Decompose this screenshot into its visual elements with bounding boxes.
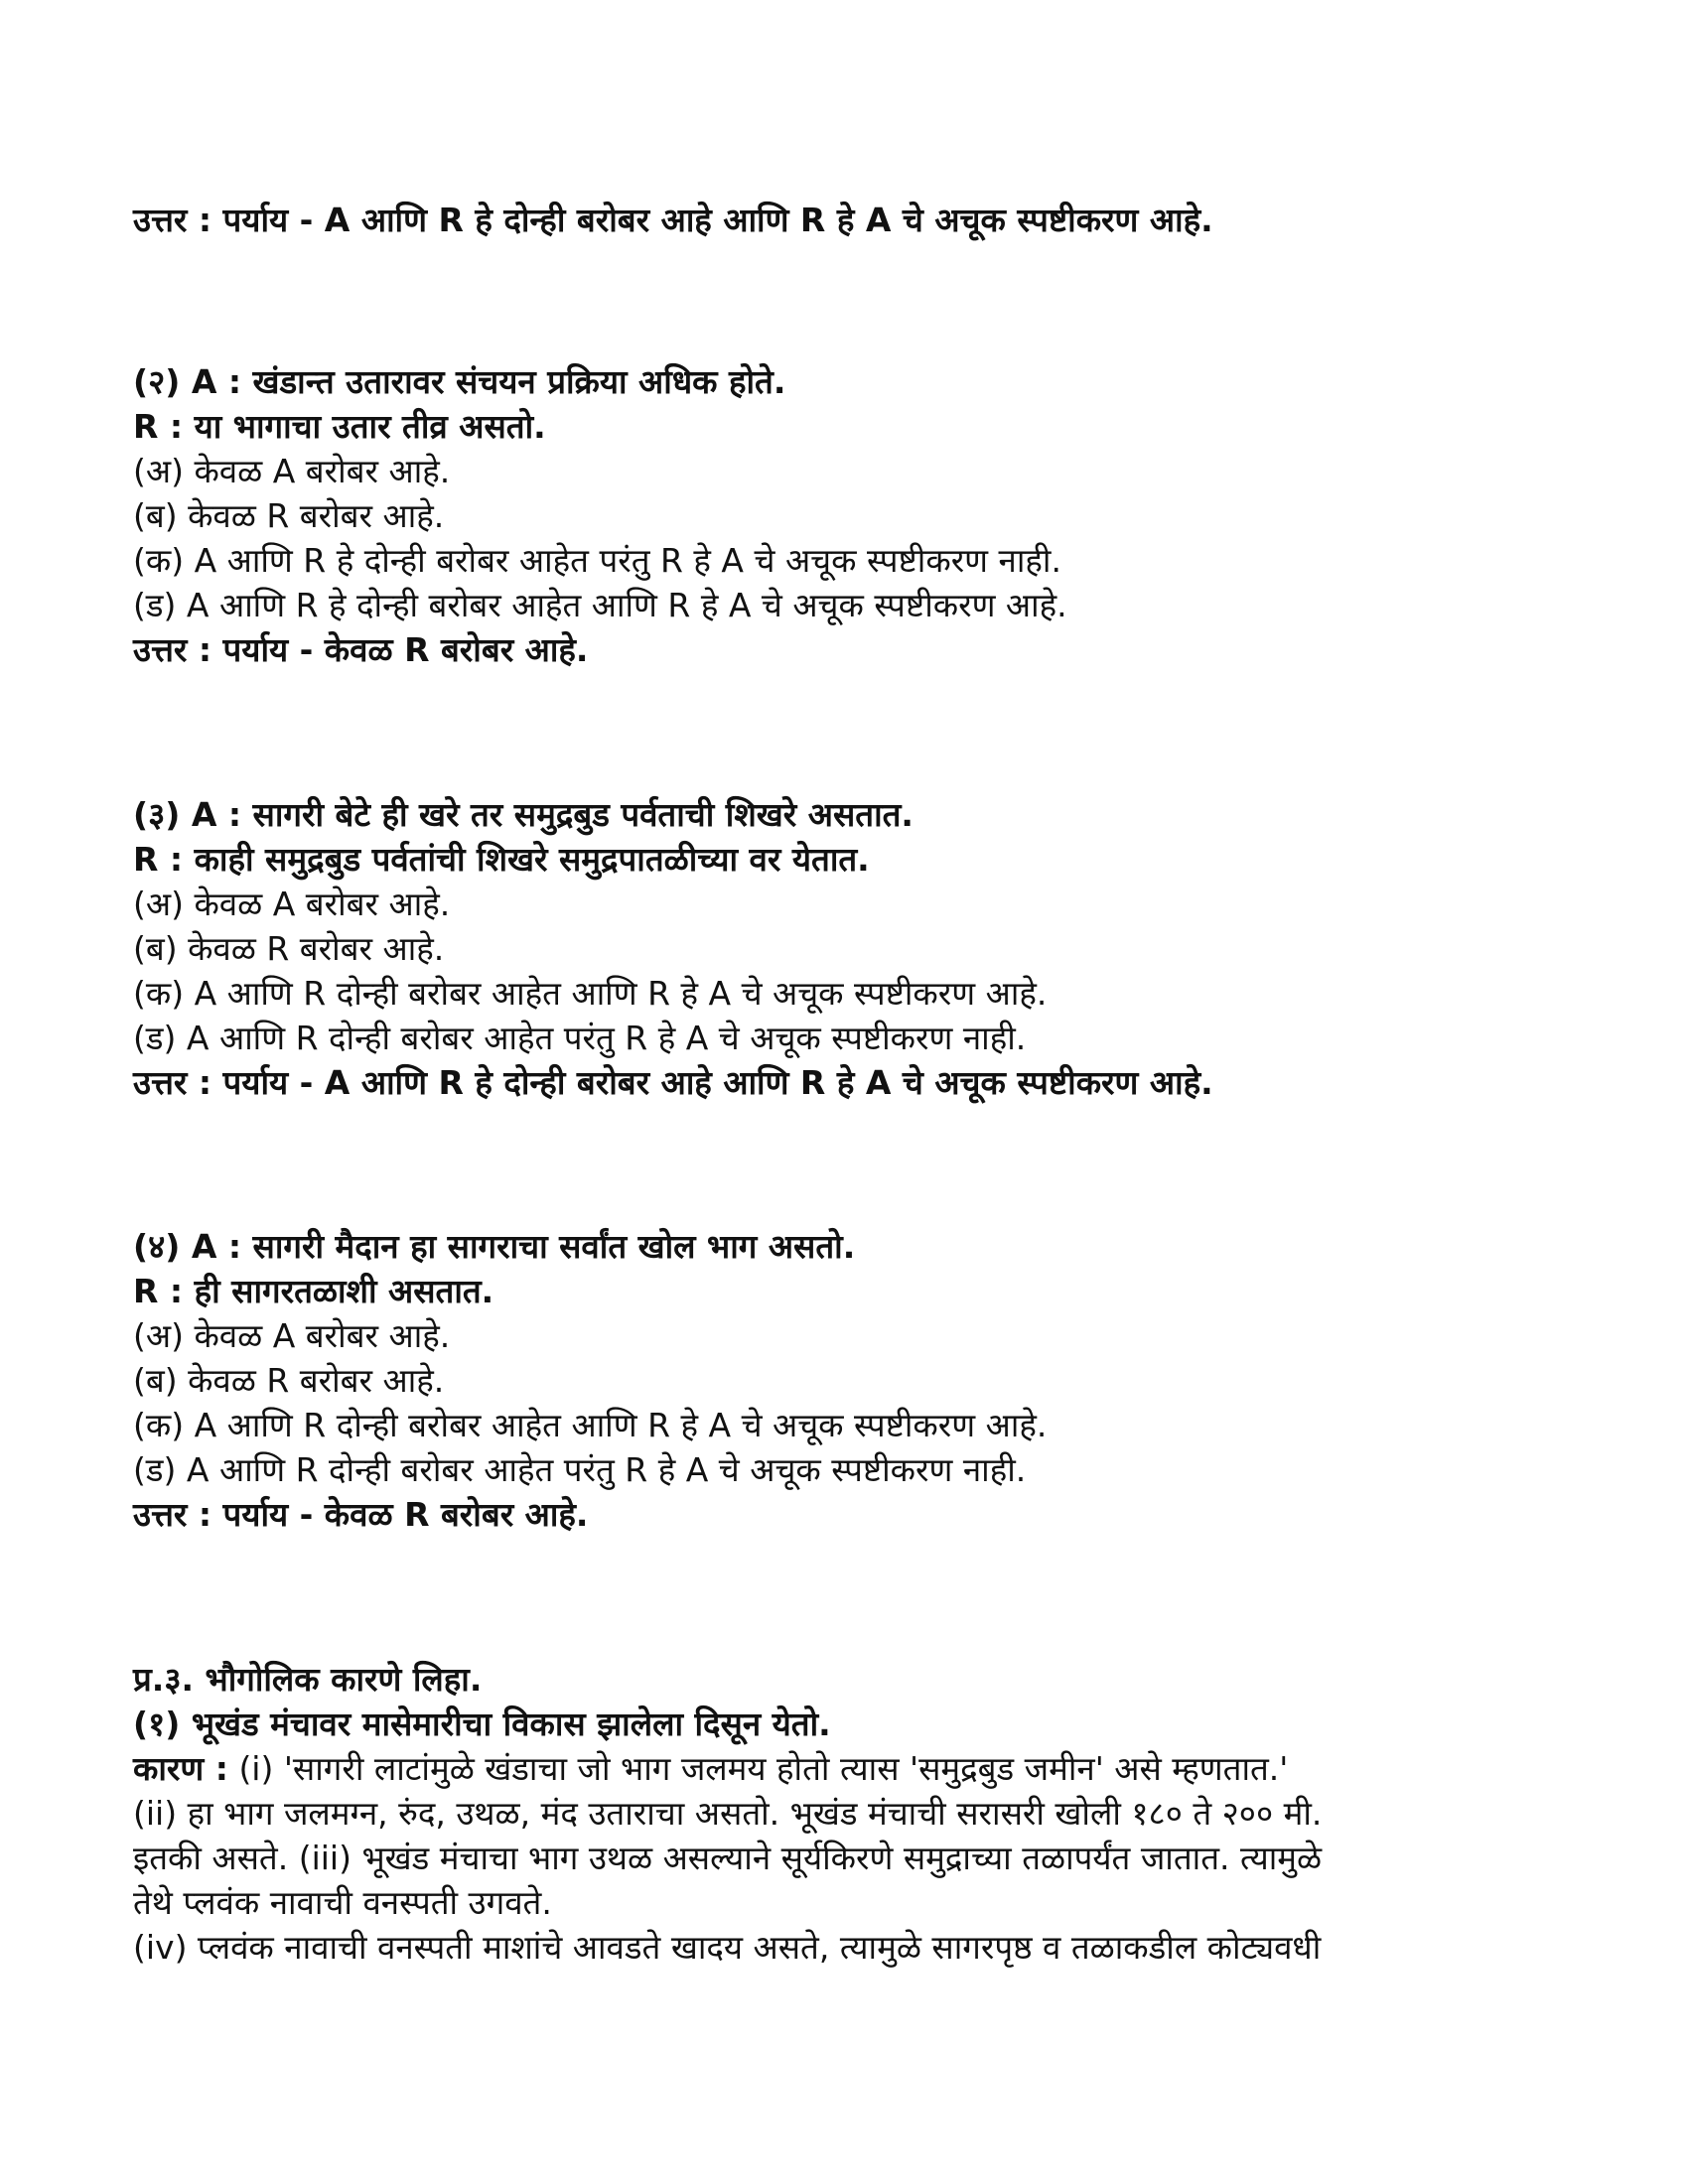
q3-reason: R : काही समुद्रबुड पर्वतांची शिखरे समुद्रपातळीच्या वर येतात. (133, 840, 870, 879)
q3-answer: उत्तर : पर्याय - A आणि R हे दोन्ही बरोबर आहे आणि R हे A चे अचूक स्पष्टीकरण आहे. (133, 1063, 1213, 1102)
q3-option-c: (क) A आणि R दोन्ही बरोबर आहेत आणि R हे A चे अचूक स्पष्टीकरण आहे. (133, 974, 1048, 1013)
q4-reason: R : ही सागरतळाशी असतात. (133, 1272, 494, 1310)
reason-label: कारण : (133, 1749, 228, 1788)
q2-option-d: (ड) A आणि R हे दोन्ही बरोबर आहेत आणि R हे A चे अचूक स्पष्टीकरण आहे. (133, 586, 1067, 624)
q4-assertion: (४) A : सागरी मैदान हा सागराचा सर्वांत खोल भाग असतो. (133, 1227, 856, 1266)
reason-line-4: तेथे प्लवंक नावाची वनस्पती उगवते. (133, 1883, 552, 1922)
q1-answer: उत्तर : पर्याय - A आणि R हे दोन्ही बरोबर आहे आणि R हे A चे अचूक स्पष्टीकरण आहे. (133, 201, 1213, 239)
q4-option-d: (ड) A आणि R दोन्ही बरोबर आहेत परंतु R हे A चे अचूक स्पष्टीकरण नाही. (133, 1450, 1027, 1489)
q3-option-a: (अ) केवळ A बरोबर आहे. (133, 885, 451, 923)
reason-line-1 (133, 1747, 1288, 1791)
section3-heading: प्र.३. भौगोलिक कारणे लिहा. (133, 1660, 483, 1699)
q2-assertion: (२) A : खंडान्त उतारावर संचयन प्रक्रिया अधिक होते. (133, 362, 786, 401)
q4-answer: उत्तर : पर्याय - केवळ R बरोबर आहे. (133, 1495, 589, 1534)
q3-assertion: (३) A : सागरी बेटे ही खरे तर समुद्रबुड पर्वताची शिखरे असतात. (133, 795, 914, 834)
q3-option-d: (ड) A आणि R दोन्ही बरोबर आहेत परंतु R हे A चे अचूक स्पष्टीकरण नाही. (133, 1019, 1027, 1057)
q3-option-b: (ब) केवळ R बरोबर आहे. (133, 929, 445, 968)
q2-option-c: (क) A आणि R हे दोन्ही बरोबर आहेत परंतु R हे A चे अचूक स्पष्टीकरण नाही. (133, 541, 1061, 580)
q2-option-a: (अ) केवळ A बरोबर आहे. (133, 452, 451, 490)
q4-option-a: (अ) केवळ A बरोबर आहे. (133, 1316, 451, 1355)
reason-line-5: (iv) प्लवंक नावाची वनस्पती माशांचे आवडते खादय असते, त्यामुळे सागरपृष्ठ व तळाकडील कोट्यवधी (133, 1928, 1322, 1967)
q2-option-b: (ब) केवळ R बरोबर आहे. (133, 496, 445, 535)
q4-option-b: (ब) केवळ R बरोबर आहे. (133, 1361, 445, 1400)
section3-q1-title: (१) भूखंड मंचावर मासेमारीचा विकास झालेला दिसून येतो. (133, 1705, 831, 1743)
q4-option-c: (क) A आणि R दोन्ही बरोबर आहेत आणि R हे A चे अचूक स्पष्टीकरण आहे. (133, 1406, 1048, 1444)
reason-line-2: (ii) हा भाग जलमग्न, रुंद, उथळ, मंद उताराचा असतो. भूखंड मंचाची सरासरी खोली १८० ते २०० मी. (133, 1794, 1323, 1833)
q2-answer: उत्तर : पर्याय - केवळ R बरोबर आहे. (133, 630, 589, 669)
page-cutoff-edge (133, 1964, 1563, 1985)
reason-text-1: (i) 'सागरी लाटांमुळे खंडाचा जो भाग जलमय होतो त्यास 'समुद्रबुड जमीन' असे म्हणतात.' (238, 1749, 1289, 1788)
q2-reason: R : या भागाचा उतार तीव्र असतो. (133, 407, 546, 446)
reason-line-3: इतकी असते. (iii) भूखंड मंचाचा भाग उथळ असल्याने सूर्यकिरणे समुद्राच्या तळापर्यंत जातात. त्यामुळे (133, 1839, 1323, 1877)
